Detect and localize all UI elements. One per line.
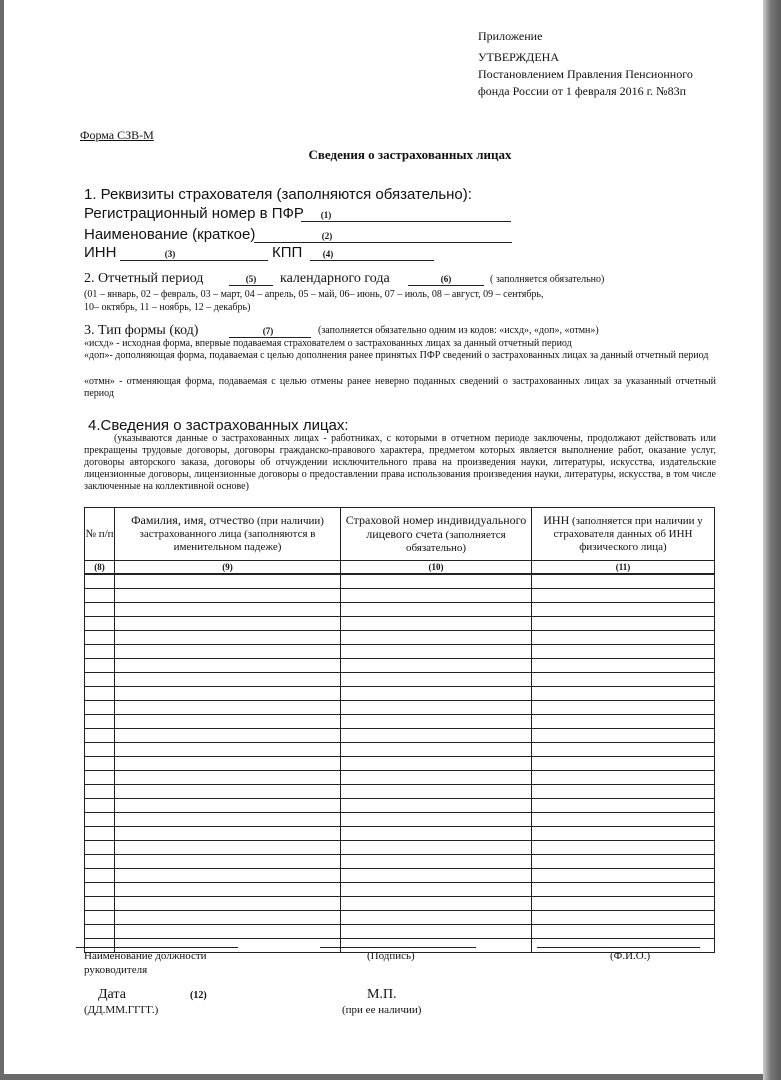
table-cell[interactable] — [341, 673, 532, 687]
table-cell[interactable] — [341, 687, 532, 701]
decree-line-2: фонда России от 1 февраля 2016 г. №83п — [478, 84, 687, 98]
table-row — [85, 813, 715, 827]
code-ishd-desc: «исхд» - исходная форма, впервые подаваемая страхователем о застрахованных лицах за данный отчетный период — [84, 338, 572, 349]
table-row — [85, 603, 715, 617]
col-header-number: № п/п — [85, 508, 115, 561]
table-cell[interactable] — [532, 631, 715, 645]
stamp-note: (при ее наличии) — [342, 1004, 422, 1016]
page-title: Сведения о застрахованных лицах — [308, 147, 512, 162]
period-field[interactable] — [229, 269, 273, 286]
table-row — [85, 729, 715, 743]
table-cell[interactable] — [115, 841, 341, 855]
inn-field[interactable] — [120, 244, 268, 261]
fio-signature-line — [537, 947, 700, 948]
signature-label: (Подпись) — [367, 950, 415, 962]
appendix-label: Приложение — [478, 29, 543, 43]
table-row — [85, 673, 715, 687]
col-number-8: (8) — [85, 561, 115, 575]
table-cell[interactable] — [115, 687, 341, 701]
table-cell[interactable] — [115, 729, 341, 743]
table-cell[interactable] — [532, 785, 715, 799]
reg-number-marker: (1) — [320, 210, 332, 220]
table-cell[interactable] — [341, 743, 532, 757]
table-cell[interactable] — [341, 813, 532, 827]
table-cell[interactable] — [85, 574, 115, 589]
table-cell[interactable] — [341, 841, 532, 855]
table-cell[interactable] — [532, 897, 715, 911]
table-row — [85, 617, 715, 631]
table-cell[interactable] — [85, 701, 115, 715]
table-row — [85, 883, 715, 897]
col-number-10: (10) — [341, 561, 532, 575]
table-row — [85, 589, 715, 603]
position-label-2: руководителя — [84, 964, 148, 976]
table-cell[interactable] — [115, 757, 341, 771]
table-cell[interactable] — [341, 645, 532, 659]
table-cell[interactable] — [85, 729, 115, 743]
position-label-1: Наименование должности — [84, 950, 207, 962]
table-cell[interactable] — [532, 771, 715, 785]
table-cell[interactable] — [341, 785, 532, 799]
table-row — [85, 785, 715, 799]
org-name-marker: (2) — [321, 231, 333, 241]
table-cell[interactable] — [532, 645, 715, 659]
table-cell[interactable] — [115, 589, 341, 603]
table-cell[interactable] — [341, 869, 532, 883]
table-cell[interactable] — [532, 659, 715, 673]
table-cell[interactable] — [115, 715, 341, 729]
table-row — [85, 743, 715, 757]
table-cell[interactable] — [115, 645, 341, 659]
date-marker: (12) — [190, 990, 207, 1001]
table-cell[interactable] — [115, 617, 341, 631]
table-cell[interactable] — [532, 925, 715, 939]
stamp-label: М.П. — [367, 987, 397, 1002]
table-cell[interactable] — [532, 729, 715, 743]
col-number-11: (11) — [532, 561, 715, 575]
table-cell[interactable] — [115, 883, 341, 897]
table-cell[interactable] — [341, 574, 532, 589]
table-row — [85, 911, 715, 925]
kpp-field[interactable] — [310, 244, 434, 261]
org-name-field[interactable] — [254, 226, 512, 243]
table-cell[interactable] — [85, 869, 115, 883]
column-number-row — [85, 561, 715, 575]
table-cell[interactable] — [115, 631, 341, 645]
table-cell[interactable] — [532, 617, 715, 631]
table-cell[interactable] — [85, 645, 115, 659]
table-row — [85, 701, 715, 715]
section4-note: (указываются данные о застрахованных лицах - работниках, с которыми в отчетном периоде заключены, продолжают действовать или прекращены трудовые договоры, договоры гражданско-правового характера, предметом которых является выполнение работ, оказание услуг, договоры авторского заказа, договоры об отчуждении исключительного права на произведения науки, литературы, искусства, издательские лицензионные договоры, лицензионные договоры о предоставлении права использования произведения науки, литературы, искусства, в том числе заключенные на коллективной основе) — [84, 433, 716, 492]
year-field[interactable] — [408, 269, 484, 286]
position-signature-line — [76, 947, 238, 948]
col-header-inn: ИНН (заполняется при наличии у страхователя данных об ИНН физического лица) — [532, 508, 715, 561]
table-cell[interactable] — [532, 687, 715, 701]
kpp-marker: (4) — [322, 249, 334, 259]
fio-label: (Ф.И.О.) — [610, 950, 651, 962]
table-cell[interactable] — [532, 799, 715, 813]
table-cell[interactable] — [115, 603, 341, 617]
col-header-fio: Фамилия, имя, отчество (при наличии) застрахованного лица (заполняются в именительном падеже) — [115, 508, 341, 561]
table-cell[interactable] — [85, 715, 115, 729]
table-cell[interactable] — [115, 925, 341, 939]
table-cell[interactable] — [532, 883, 715, 897]
table-cell[interactable] — [532, 855, 715, 869]
table-cell[interactable] — [532, 715, 715, 729]
table-cell[interactable] — [85, 673, 115, 687]
table-cell[interactable] — [341, 589, 532, 603]
table-cell[interactable] — [115, 827, 341, 841]
table-cell[interactable] — [85, 757, 115, 771]
table-cell[interactable] — [341, 855, 532, 869]
bottom-edge — [0, 1074, 781, 1080]
table-cell[interactable] — [85, 785, 115, 799]
table-row — [85, 574, 715, 589]
table-cell[interactable] — [115, 701, 341, 715]
table-cell[interactable] — [85, 925, 115, 939]
table-cell[interactable] — [85, 799, 115, 813]
table-cell[interactable] — [341, 897, 532, 911]
table-cell[interactable] — [532, 841, 715, 855]
table-cell[interactable] — [85, 771, 115, 785]
year-marker: (6) — [440, 274, 452, 284]
table-cell[interactable] — [115, 799, 341, 813]
table-cell[interactable] — [532, 869, 715, 883]
table-cell[interactable] — [532, 911, 715, 925]
form-type-marker: (7) — [262, 326, 274, 336]
date-label: Дата — [98, 987, 126, 1002]
form-label: Форма СЗВ-М — [80, 128, 154, 142]
table-cell[interactable] — [532, 589, 715, 603]
decree-line-1: Постановлением Правления Пенсионного — [478, 67, 693, 81]
table-row — [85, 771, 715, 785]
section3-label: 3. Тип формы (код) — [84, 323, 199, 338]
table-cell[interactable] — [115, 897, 341, 911]
table-row — [85, 855, 715, 869]
col-number-9: (9) — [115, 561, 341, 575]
table-cell[interactable] — [532, 757, 715, 771]
table-row — [85, 659, 715, 673]
period-marker: (5) — [245, 274, 257, 284]
table-cell[interactable] — [85, 827, 115, 841]
table-cell[interactable] — [115, 911, 341, 925]
months-line-1: (01 – январь, 02 – февраль, 03 – март, 04 – апрель, 05 – май, 06– июнь, 07 – июль, 08 – август, 09 – сентябрь, — [84, 289, 544, 300]
table-cell[interactable] — [85, 589, 115, 603]
table-cell[interactable] — [532, 813, 715, 827]
table-cell[interactable] — [115, 813, 341, 827]
table-cell[interactable] — [85, 659, 115, 673]
table-cell[interactable] — [341, 659, 532, 673]
table-cell[interactable] — [85, 631, 115, 645]
table-cell[interactable] — [341, 701, 532, 715]
table-cell[interactable] — [341, 827, 532, 841]
reg-number-field[interactable] — [301, 205, 511, 222]
inn-label: ИНН — [84, 244, 117, 261]
table-cell[interactable] — [341, 911, 532, 925]
table-cell[interactable] — [85, 855, 115, 869]
section3-note: (заполняется обязательно одним из кодов: «исхд», «доп», «отмн») — [318, 325, 599, 336]
inn-marker: (3) — [164, 249, 176, 259]
table-cell[interactable] — [85, 687, 115, 701]
table-cell[interactable] — [85, 813, 115, 827]
table-cell[interactable] — [532, 827, 715, 841]
code-dop-desc: «доп»- дополняющая форма, подаваемая с целью дополнения ранее принятых ПФР сведений о застрахованных лицах за данный отчетный период — [84, 350, 709, 361]
table-cell[interactable] — [341, 799, 532, 813]
table-cell[interactable] — [85, 883, 115, 897]
table-row — [85, 757, 715, 771]
kpp-label: КПП — [272, 244, 303, 261]
table-row — [85, 841, 715, 855]
table-row — [85, 799, 715, 813]
table-cell[interactable] — [115, 574, 341, 589]
table-cell[interactable] — [341, 617, 532, 631]
insured-persons-table — [84, 507, 715, 953]
code-otmn-desc: «отмн» - отменяющая форма, подаваемая с целью отмены ранее неверно поданных сведений о застрахованных лицах за указанный отчетный период — [84, 376, 716, 399]
table-cell[interactable] — [115, 771, 341, 785]
table-row — [85, 631, 715, 645]
table-cell[interactable] — [341, 631, 532, 645]
table-cell[interactable] — [341, 925, 532, 939]
table-header-row — [85, 508, 715, 561]
table-row — [85, 897, 715, 911]
table-cell[interactable] — [115, 673, 341, 687]
section2-note: ( заполняется обязательно) — [490, 274, 605, 285]
table-cell[interactable] — [85, 617, 115, 631]
table-cell[interactable] — [341, 757, 532, 771]
table-cell[interactable] — [115, 869, 341, 883]
org-name-label: Наименование (краткое) — [84, 226, 256, 243]
table-cell[interactable] — [532, 673, 715, 687]
section4-heading: 4.Сведения о застрахованных лицах: — [88, 417, 349, 434]
table-row — [85, 715, 715, 729]
months-line-2: 10– октябрь, 11 – ноябрь, 12 – декабрь) — [84, 302, 251, 313]
table-cell[interactable] — [115, 659, 341, 673]
table-cell[interactable] — [532, 574, 715, 589]
table-cell[interactable] — [115, 785, 341, 799]
section1-heading: 1. Реквизиты страхователя (заполняются обязательно): — [84, 186, 472, 203]
table-cell[interactable] — [85, 897, 115, 911]
table-cell[interactable] — [85, 603, 115, 617]
table-cell[interactable] — [85, 911, 115, 925]
section2-period-label: 2. Отчетный период — [84, 271, 204, 286]
table-cell[interactable] — [341, 883, 532, 897]
form-type-field[interactable] — [229, 321, 311, 338]
signature-line — [320, 947, 476, 948]
table-row — [85, 869, 715, 883]
table-cell[interactable] — [532, 701, 715, 715]
table-cell[interactable] — [85, 841, 115, 855]
table-cell[interactable] — [115, 855, 341, 869]
table-cell[interactable] — [532, 743, 715, 757]
table-row — [85, 827, 715, 841]
section2-year-label: календарного года — [280, 271, 390, 286]
date-format-label: (ДД.ММ.ГГГГ.) — [84, 1004, 159, 1016]
table-cell[interactable] — [341, 771, 532, 785]
table-row — [85, 645, 715, 659]
table-row — [85, 925, 715, 939]
table-cell[interactable] — [341, 729, 532, 743]
reg-number-label: Регистрационный номер в ПФР — [84, 205, 304, 222]
table-cell[interactable] — [341, 603, 532, 617]
table-cell[interactable] — [341, 715, 532, 729]
table-row — [85, 687, 715, 701]
table-cell[interactable] — [85, 743, 115, 757]
table-cell[interactable] — [115, 743, 341, 757]
table-cell[interactable] — [532, 603, 715, 617]
approved-label: УТВЕРЖДЕНА — [478, 50, 560, 64]
col-header-snils: Страховой номер индивидуального лицевого счета (заполняется обязательно) — [341, 508, 532, 561]
